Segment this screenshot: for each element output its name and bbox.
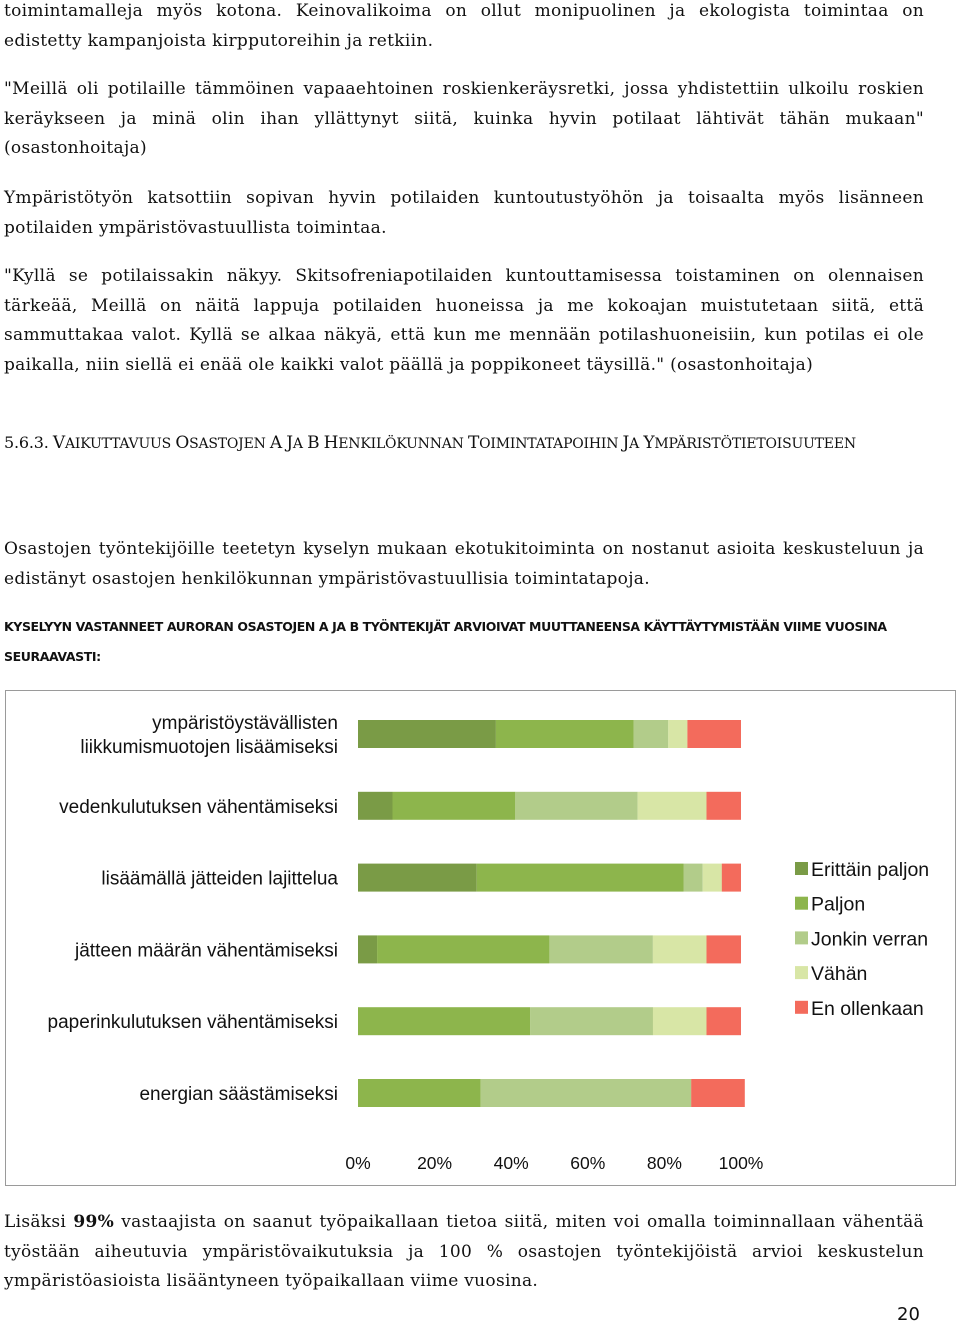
bar-segment-vähän xyxy=(668,720,687,748)
legend-label: Vähän xyxy=(811,963,868,986)
section-title: VAIKUTTAVUUS OSASTOJEN A JA B HENKILÖKUNNAN TOIMINTATAPOIHIN JA YMPÄRISTÖTIETOISUUTEEN xyxy=(52,433,856,453)
bar-segment-jonkin-verran xyxy=(634,720,669,748)
bar-segment-vähän xyxy=(653,1007,707,1035)
bar-segment-paljon xyxy=(393,792,516,820)
bar-segment-paljon xyxy=(477,864,684,892)
bar-segment-paljon xyxy=(496,720,634,748)
bar-segment-en-ollenkaan xyxy=(687,720,741,748)
paragraph-lisaksi-rest: vastaajista on saanut työpaikallaan tietoa siitä, miten voi omalla toiminnallaan vähentää työstään aiheutuvia ympäristövaikutuksia ja 100 % osastojen työntekijöistä arvioi keskustelun ympäristöasioista lisääntyneen työpaikallaan viime vuosina. xyxy=(4,1212,924,1291)
paragraph-lisaksi xyxy=(4,1208,924,1297)
page-number: 20 xyxy=(897,1304,920,1325)
percentage-99: 99% xyxy=(73,1212,115,1232)
category-label: jätteen määrän vähentämiseksi xyxy=(75,940,338,962)
bar-segment-en-ollenkaan xyxy=(722,864,741,892)
bar-segment-en-ollenkaan xyxy=(707,935,742,963)
x-tick-label: 80% xyxy=(646,1153,682,1173)
bar-segment-en-ollenkaan xyxy=(691,1079,745,1107)
legend-label: Jonkin verran xyxy=(811,928,929,951)
bar-segment-vähän xyxy=(653,935,707,963)
legend-swatch xyxy=(795,966,808,979)
legend-swatch xyxy=(795,1001,808,1014)
paragraph-intro: toimintamalleja myös kotona. Keinovalikoima on ollut monipuolinen ja ekologista toimintaa on edistetty kampanjoista kirpputoreihin ja retkiin. xyxy=(4,1,924,51)
bar-segment-erittäin-paljon xyxy=(358,935,377,963)
bar-segment-jonkin-verran xyxy=(530,1007,653,1035)
legend-swatch xyxy=(795,862,808,875)
bar-segment-jonkin-verran xyxy=(684,864,703,892)
bar-segment-paljon xyxy=(358,1007,530,1035)
bar-segment-paljon xyxy=(358,1079,481,1107)
stacked-bar-chart xyxy=(5,690,956,1186)
section-number: 5.6.3. xyxy=(4,433,49,452)
x-tick-label: 60% xyxy=(570,1153,606,1173)
quote-roskienkerays: "Meillä oli potilaille tämmöinen vapaaehtoinen roskienkeräysretki, jossa yhdistettiin ulkoilu roskien keräykseen ja minä olin ihan yllättynyt siitä, kuinka hyvin potilaat lähtivät tähän mukaan" (osastonhoitaja) xyxy=(4,79,924,158)
bar-segment-paljon xyxy=(377,935,549,963)
category-label: vedenkulutuksen vähentämiseksi xyxy=(59,796,338,818)
paragraph-lisaksi-prefix: Lisäksi xyxy=(4,1212,74,1232)
quote-skitsofrenia: "Kyllä se potilaissakin näkyy. Skitsofreniapotilaiden kuntouttamisessa toistaminen on olennaisen tärkeää, Meillä on näitä lappuja potilaiden huoneissa ja me kokoajan muistutetaan siitä, että sammuttakaa valot. Kyllä se alkaa näkyä, että kun me mennään potilashuoneisiin, kun potilas ei ole paikalla, niin siellä ei enää ole kaikki valot päällä ja poppikoneet täysillä." (osastonhoitaja) xyxy=(4,266,924,375)
x-tick-label: 40% xyxy=(493,1153,529,1173)
x-tick-label: 20% xyxy=(417,1153,453,1173)
chart-subheading: KYSELYYN VASTANNEET AURORAN OSASTOJEN A JA B TYÖNTEKIJÄT ARVIOIVAT MUUTTANEENSA KÄYTTÄYTYMISTÄÄN VIIME VUOSINA SEURAAVASTI: xyxy=(4,619,887,664)
bar-segment-vähän xyxy=(703,864,722,892)
bar-segment-erittäin-paljon xyxy=(358,864,477,892)
bar-segment-jonkin-verran xyxy=(515,792,638,820)
bar-segment-erittäin-paljon xyxy=(358,720,496,748)
bar-segment-vähän xyxy=(638,792,707,820)
bar-segment-erittäin-paljon xyxy=(358,792,393,820)
category-label: paperinkulutuksen vähentämiseksi xyxy=(47,1012,338,1034)
legend-label: Erittäin paljon xyxy=(811,859,930,881)
x-tick-label: 100% xyxy=(718,1153,764,1173)
legend-swatch xyxy=(795,931,808,944)
category-label: lisäämällä jätteiden lajittelua xyxy=(101,868,338,890)
bar-segment-jonkin-verran xyxy=(481,1079,692,1107)
chart-svg xyxy=(6,691,957,1187)
legend-swatch xyxy=(795,897,808,910)
legend-label: En ollenkaan xyxy=(811,997,924,1020)
bar-segment-en-ollenkaan xyxy=(707,792,742,820)
paragraph-kuntoutus: Ympäristötyön katsottiin sopivan hyvin potilaiden kuntoutustyöhön ja toisaalta myös lisänneen potilaiden ympäristövastuullista toimintaa. xyxy=(4,188,924,238)
x-tick-label: 0% xyxy=(345,1153,371,1173)
bar-segment-en-ollenkaan xyxy=(707,1007,742,1035)
category-label: liikkumismuotojen lisäämiseksi xyxy=(80,737,338,758)
category-label: ympäristöystävällisten xyxy=(152,713,338,734)
paragraph-kysely: Osastojen työntekijöille teetetyn kyselyn mukaan ekotukitoiminta on nostanut asioita keskusteluun ja edistänyt osastojen henkilökunnan ympäristövastuullisia toimintatapoja. xyxy=(4,539,924,589)
bar-segment-jonkin-verran xyxy=(550,935,653,963)
category-label: energian säästämiseksi xyxy=(139,1084,338,1105)
section-heading xyxy=(4,428,924,459)
legend-label: Paljon xyxy=(811,893,866,916)
